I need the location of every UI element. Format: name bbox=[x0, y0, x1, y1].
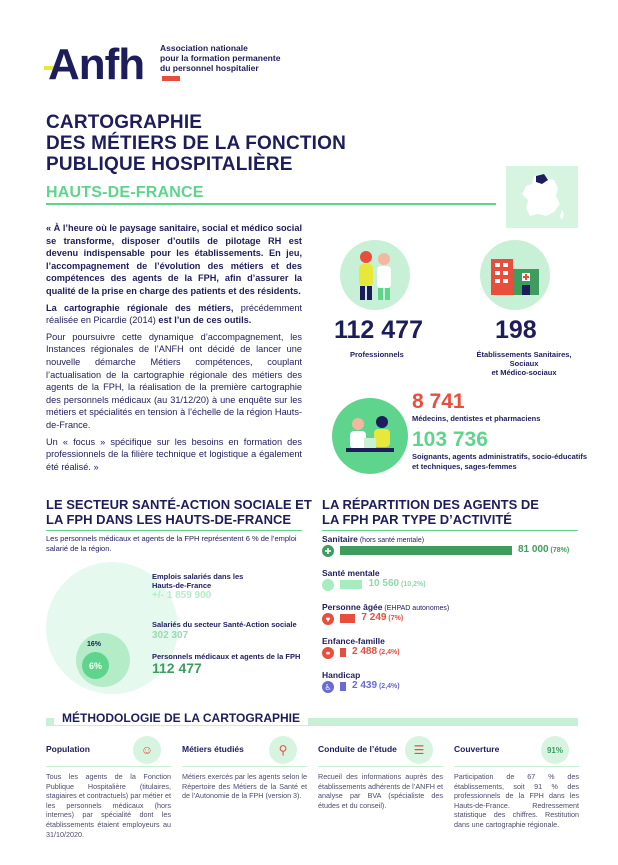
professionals-label: Professionnels bbox=[350, 350, 404, 359]
activity-icon-1 bbox=[322, 579, 334, 591]
people-icon bbox=[350, 247, 400, 303]
region-underline bbox=[46, 203, 496, 205]
activity-icon-2: ♥ bbox=[322, 613, 334, 625]
method-text-0: Tous les agents de la Fonction Publique Hospitalière (titulaires, stagiaires et contractuels) par métier et les personnels médicaux (hors internes) par spécialité dont les établissements étaient employeurs au 31/10/2020. bbox=[46, 772, 171, 839]
establishments-label: Établissements Sanitaires, Sociaux et Médico-sociaux bbox=[476, 350, 572, 377]
activity-name-2: Personne âgée (EHPAD autonomes) bbox=[322, 602, 450, 612]
france-map-icon bbox=[506, 166, 578, 228]
establishments-value: 198 bbox=[495, 316, 537, 344]
activity-name-1: Santé mentale bbox=[322, 568, 380, 578]
sector-title: LE SECTEUR SANTÉ-ACTION SOCIALE ET LA FPH DANS LES HAUTS-DE-FRANCE bbox=[46, 497, 312, 527]
activity-bar-3 bbox=[340, 648, 346, 657]
activity-value-0: 81 000 (78%) bbox=[518, 544, 570, 555]
hospital-icon bbox=[489, 253, 541, 297]
sector-employees-label: Salariés du secteur Santé-Action sociale bbox=[152, 620, 297, 629]
activity-name-0: Sanitaire (hors santé mentale) bbox=[322, 534, 425, 544]
method-rule-1 bbox=[182, 766, 307, 767]
establishments-illustration bbox=[480, 240, 550, 310]
method-columns bbox=[46, 736, 578, 856]
regional-jobs-label: Emplois salariés dans les Hauts-de-France bbox=[152, 572, 244, 590]
sector-divider bbox=[46, 530, 302, 531]
activity-value-1: 10 560 (10,2%) bbox=[368, 578, 426, 589]
method-heading-2: Conduite de l’étude bbox=[318, 744, 397, 754]
doctors-value: 8 741 bbox=[412, 390, 465, 413]
method-text-2: Recueil des informations auprès des établissements adhérents de l’ANFH et analyse par BVA (spécialiste des études et du conseil). bbox=[318, 772, 443, 810]
method-text-1: Métiers exercés par les agents selon le Répertoire des Métiers de la Santé et de l’Autonomie de la FPH (version 3). bbox=[182, 772, 307, 801]
sector-intro: Les personnels médicaux et agents de la FPH représentent 6 % de l’emploi salarié de la région. bbox=[46, 534, 297, 553]
activity-value-4: 2 439 (2,4%) bbox=[352, 680, 400, 691]
pct16-label: 16% bbox=[87, 641, 102, 648]
intro-paragraph-3: Pour poursuivre cette dynamique d’accompagnement, les Instances régionales de l’ANFH ont décidé de lancer une nouvelle démarche Métiers compétences, couplant l’actualisation de la cartographie régionale des métiers des agents de la FPH, la réalisation de la première cartographie des personnels médicaux (au 31/12/20) à une enquête sur les métiers et spécialités en tension à l’échelle de la région Hauts-de-France. bbox=[46, 331, 302, 430]
activity-bar-0 bbox=[340, 546, 512, 555]
activity-bar-2 bbox=[340, 614, 355, 623]
method-icon-0: ☺ bbox=[133, 736, 161, 764]
activity-value-2: 7 249 (7%) bbox=[361, 612, 404, 623]
carers-label: Soignants, agents administratifs, socio-éducatifs et techniques, sages-femmes bbox=[412, 452, 588, 471]
method-heading-0: Population bbox=[46, 744, 90, 754]
medical-staff-illustration bbox=[332, 398, 408, 474]
page-title: CARTOGRAPHIE DES MÉTIERS DE LA FONCTION PUBLIQUE HOSPITALIÈRE bbox=[46, 112, 347, 175]
activity-icon-4: ♿ bbox=[322, 681, 334, 693]
activity-bar-4 bbox=[340, 682, 346, 691]
intro-paragraph-4: Un « focus » spécifique sur les besoins en formation des professionnels de la filière technique et logistique a également été réalisé. » bbox=[46, 436, 302, 472]
fph-label: Personnels médicaux et agents de la FPH bbox=[152, 652, 301, 661]
intro-paragraph-2: La cartographie régionale des métiers, précédemment réalisée en Picardie (2014) est l’un de ces outils. bbox=[46, 302, 303, 326]
method-icon-3: 91% bbox=[541, 736, 569, 764]
logo-word: Anfh bbox=[48, 40, 145, 89]
method-rule-0 bbox=[46, 766, 171, 767]
intro-text bbox=[46, 222, 302, 473]
activity-name-3: Enfance-famille bbox=[322, 636, 385, 646]
method-heading-3: Couverture bbox=[454, 744, 500, 754]
repartition-divider bbox=[322, 530, 578, 531]
fph-circle bbox=[82, 652, 109, 679]
carers-value: 103 736 bbox=[412, 428, 488, 451]
logo-accent-red bbox=[162, 76, 180, 81]
staff-computer-icon bbox=[342, 412, 398, 460]
method-icon-2: ☰ bbox=[405, 736, 433, 764]
activity-value-3: 2 488 (2,4%) bbox=[352, 646, 400, 657]
repartition-title: LA RÉPARTITION DES AGENTS DE LA FPH PAR TYPE D’ACTIVITÉ bbox=[322, 497, 539, 527]
activity-bar-1 bbox=[340, 580, 362, 589]
method-title: MÉTHODOLOGIE DE LA CARTOGRAPHIE bbox=[54, 711, 308, 725]
france-map-box bbox=[506, 166, 578, 228]
logo-subtitle: Association nationale pour la formation permanente du personnel hospitalier bbox=[160, 43, 281, 73]
intro-paragraph-1: « À l’heure où le paysage sanitaire, social et médico social se transforme, disposer d’outils de pilotage RH est devenu indispensable pour les établissements. En jeu, l’accompagnement de l’évolution des métiers et des compétences des agents de la FPH, afin d’assurer la qualité de la prise en charge des patients et des résidents. bbox=[46, 223, 302, 296]
sector-employees-value: 302 307 bbox=[152, 630, 189, 641]
professionals-illustration bbox=[340, 240, 410, 310]
method-rule-2 bbox=[318, 766, 443, 767]
logo bbox=[44, 38, 174, 88]
activity-name-4: Handicap bbox=[322, 670, 361, 680]
method-icon-1: ⚲ bbox=[269, 736, 297, 764]
method-text-3: Participation de 67 % des établissements, soit 91 % des professionnels de la FPH dans les Hauts-de-France. Redressement statistique des chiffres. Restitution dans une cartographie régionale. bbox=[454, 772, 579, 829]
region-label: HAUTS-DE-FRANCE bbox=[46, 184, 204, 201]
fph-value: 112 477 bbox=[152, 660, 202, 676]
method-rule-3 bbox=[454, 766, 579, 767]
activity-icon-0: ✚ bbox=[322, 545, 334, 557]
activity-icon-3: ⚭ bbox=[322, 647, 334, 659]
doctors-label: Médecins, dentistes et pharmaciens bbox=[412, 414, 541, 423]
pct6-label: 6% bbox=[88, 660, 102, 671]
regional-jobs-value: +/- 1 859 900 bbox=[152, 590, 212, 601]
professionals-value: 112 477 bbox=[334, 316, 423, 344]
method-heading-1: Métiers étudiés bbox=[182, 744, 244, 754]
repartition-chart bbox=[322, 534, 582, 694]
